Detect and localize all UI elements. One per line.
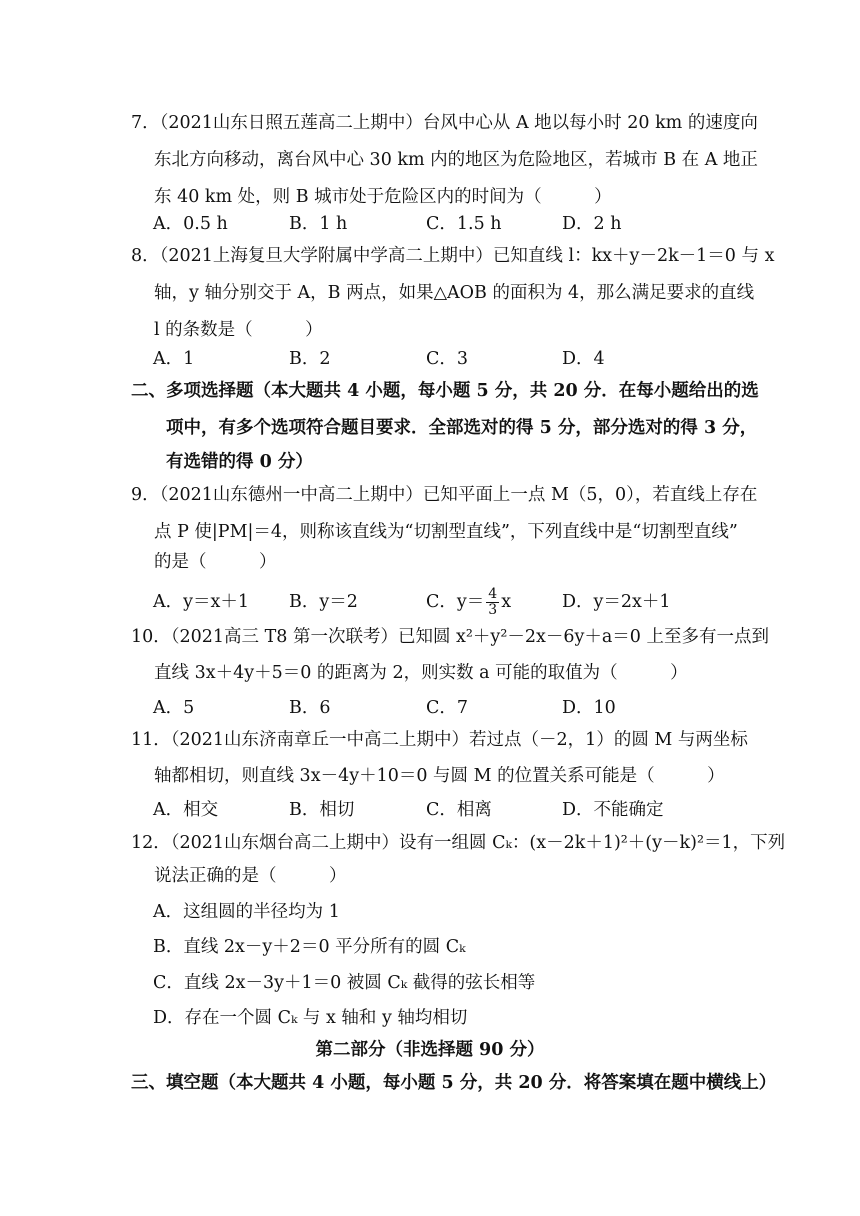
q11-option-b: B．相切 <box>289 800 355 820</box>
q7-option-d: D．2 h <box>562 214 622 234</box>
q8-option-b: B．2 <box>289 349 331 369</box>
q10-line-1: 10．（2021高三 T8 第一次联考）已知圆 x²＋y²－2x－6y＋a＝0 上至多有一点到 <box>131 627 769 647</box>
section-2-heading-line-1: 二、多项选择题（本大题共 4 小题，每小题 5 分，共 20 分．在每小题给出的选 <box>131 381 759 401</box>
part-2-title: 第二部分（非选择题 90 分） <box>315 1040 545 1060</box>
q12-option-b: B．直线 2x－y＋2＝0 平分所有的圆 Cₖ <box>153 937 466 957</box>
q7-option-a: A．0.5 h <box>153 214 228 234</box>
q11-line-1: 11．（2021山东济南章丘一中高二上期中）若过点（－2，1）的圆 M 与两坐标 <box>131 730 748 750</box>
q8-line-1: 8．（2021上海复旦大学附属中学高二上期中）已知直线 l：kx＋y－2k－1＝0 与 x <box>131 246 775 266</box>
q9-line-1: 9．（2021山东德州一中高二上期中）已知平面上一点 M（5，0），若直线上存在 <box>131 485 758 505</box>
fraction-denominator: 3 <box>488 602 498 618</box>
q11-option-d: D．不能确定 <box>562 800 664 820</box>
section-3-heading: 三、填空题（本大题共 4 小题，每小题 5 分，共 20 分．将答案填在题中横线上） <box>131 1073 777 1093</box>
q9-line-2: 点 P 使|PM|＝4，则称该直线为“切割型直线”，下列直线中是“切割型直线” <box>154 522 738 542</box>
q7-option-c: C．1.5 h <box>426 214 502 234</box>
q9-line-3: 的是（ ） <box>154 552 277 572</box>
q12-line-1: 12．（2021山东烟台高二上期中）设有一组圆 Cₖ：(x－2k＋1)²＋(y－k)²＝1，下列 <box>131 833 786 853</box>
q7-line-3: 东 40 km 处，则 B 城市处于危险区内的时间为（ ） <box>154 187 612 207</box>
q11-option-a: A．相交 <box>153 800 219 820</box>
section-2-heading-line-3: 有选错的得 0 分） <box>166 452 313 472</box>
q12-option-d: D．存在一个圆 Cₖ 与 x 轴和 y 轴均相切 <box>153 1008 468 1028</box>
q8-line-2: 轴，y 轴分别交于 A，B 两点，如果△AOB 的面积为 4，那么满足要求的直线 <box>154 283 755 303</box>
q11-option-c: C．相离 <box>426 800 492 820</box>
q9-option-c <box>426 576 511 628</box>
q8-line-3: l 的条数是（ ） <box>154 320 323 340</box>
q12-option-a: A．这组圆的半径均为 1 <box>153 902 340 922</box>
q10-option-c: C．7 <box>426 698 469 718</box>
q11-line-2: 轴都相切，则直线 3x－4y＋10＝0 与圆 M 的位置关系可能是（ ） <box>154 766 725 786</box>
fraction <box>486 587 499 618</box>
q9-option-d: D．y＝2x＋1 <box>562 592 671 612</box>
q12-line-2: 说法正确的是（ ） <box>154 866 347 886</box>
q8-option-c: C．3 <box>426 349 469 369</box>
q7-line-2: 东北方向移动，离台风中心 30 km 内的地区为危险地区，若城市 B 在 A 地正 <box>154 150 758 170</box>
q9-option-c-suffix: x <box>501 592 512 612</box>
q10-option-a: A．5 <box>153 698 195 718</box>
q12-option-c: C．直线 2x－3y＋1＝0 被圆 Cₖ 截得的弦长相等 <box>153 973 536 993</box>
q10-line-2: 直线 3x＋4y＋5＝0 的距离为 2，则实数 a 可能的取值为（ ） <box>154 663 688 683</box>
q9-option-c-prefix: C．y＝ <box>426 592 485 612</box>
q8-option-d: D．4 <box>562 349 605 369</box>
fraction-numerator: 4 <box>488 586 498 602</box>
q9-option-a: A．y＝x＋1 <box>153 592 250 612</box>
section-2-heading-line-2: 项中，有多个选项符合题目要求．全部选对的得 5 分，部分选对的得 3 分， <box>166 418 758 438</box>
q9-option-b: B．y＝2 <box>289 592 358 612</box>
q10-option-d: D．10 <box>562 698 616 718</box>
q10-option-b: B．6 <box>289 698 331 718</box>
q7-option-b: B．1 h <box>289 214 348 234</box>
q7-line-1: 7．（2021山东日照五莲高二上期中）台风中心从 A 地以每小时 20 km 的速度向 <box>131 113 758 133</box>
q8-option-a: A．1 <box>153 349 195 369</box>
